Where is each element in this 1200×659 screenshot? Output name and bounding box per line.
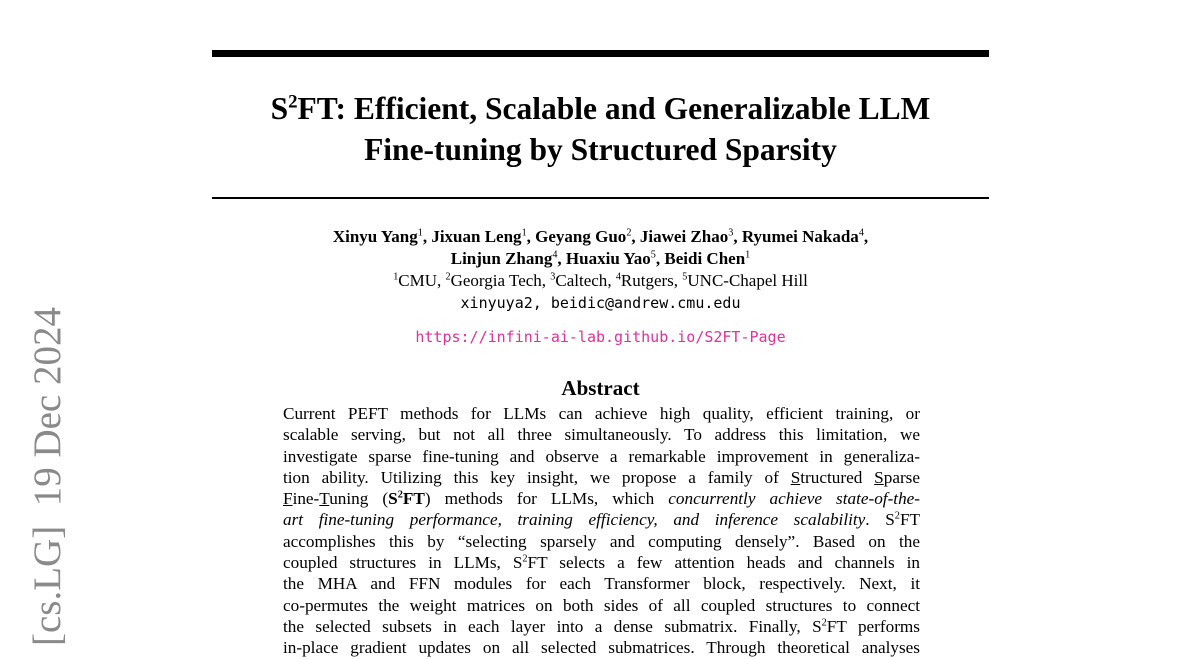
abstract-line: the MHA and FFN modules for each Transformer block, respectively. Next, it <box>283 574 920 594</box>
author-name: Ryumei Nakada <box>741 227 859 246</box>
abstract-line: Fine-Tuning $(S^2FT)$ methods for LLMs, which concurrently achieve state-of-the- <box>283 489 921 509</box>
author-name: Huaxiu Yao <box>565 249 651 268</box>
project-page-link[interactable]: https://infini-ai-lab.github.io/S2FT-Page <box>415 328 786 346</box>
author-name: Xinyu Yang <box>332 227 418 246</box>
top-rule <box>212 50 989 57</box>
abstract-heading: Abstract <box>561 376 640 400</box>
author-name: Beidi Chen <box>664 249 746 268</box>
abstract-line: the selected subsets in each layer into a dense submatrix. Finally, $S^2FT$ performs <box>283 616 920 636</box>
abstract-line: accomplishes this by “selecting sparsely and computing densely”. Based on the <box>283 531 920 551</box>
abstract-line: investigate sparse fine-tuning and observe a remarkable improvement in generaliza- <box>283 446 920 466</box>
abstract-body <box>283 403 920 659</box>
author-name: Jixuan Leng <box>431 227 522 246</box>
author-name: Geyang Guo <box>535 227 627 246</box>
abstract-line: tion ability. Utilizing this key insight, we propose a family of Structured Sparse <box>283 467 920 487</box>
abstract-line: co-permutes the weight matrices on both sides of all coupled structures to connect <box>283 595 920 615</box>
contact-email: xinyuya2, beidic@andrew.cmu.edu <box>460 294 741 312</box>
author-name: Jiawei Zhao <box>639 227 729 246</box>
abstract-line: Current PEFT methods for LLMs can achieve high quality, efficient training, or <box>283 404 920 423</box>
title-rule <box>212 197 989 199</box>
affiliations: $^1$CMU, $^2$Georgia Tech, $^3$Caltech, $^4$Rutgers, $^5$UNC-Chapel Hill <box>393 271 808 290</box>
abstract-line: scalable serving, but not all three simultaneously. To address this limitation, we <box>283 425 920 445</box>
abstract-line: in-place gradient updates on all selected submatrices. Through theoretical analyses <box>283 638 920 658</box>
abstract-line: coupled structures in LLMs, $S^2FT$ selects a few attention heads and channels in <box>283 553 921 573</box>
title-line-1: $S^2FT$: Efficient, Scalable and Generalizable LLM <box>270 91 931 126</box>
abstract-line: art fine-tuning performance, training efficiency, and inference scalability. $S^2FT$ <box>283 510 920 530</box>
title-line-2: Fine-tuning by Structured Sparsity <box>364 132 837 167</box>
author-list <box>212 226 989 270</box>
paper-title <box>212 88 989 170</box>
author-line-2: Linjun Zhang$^4$, Huaxiu Yao$^5$, Beidi Chen$^1$ <box>450 249 751 268</box>
author-line-1: Xinyu Yang$^1$, Jixuan Leng$^1$, Geyang Guo$^2$, Jiawei Zhao$^3$, Ryumei Nakada$^4$, <box>332 227 869 246</box>
arxiv-side-stamp: [cs.LG] 19 Dec 2024 <box>26 307 69 646</box>
author-name: Linjun Zhang <box>450 249 553 268</box>
